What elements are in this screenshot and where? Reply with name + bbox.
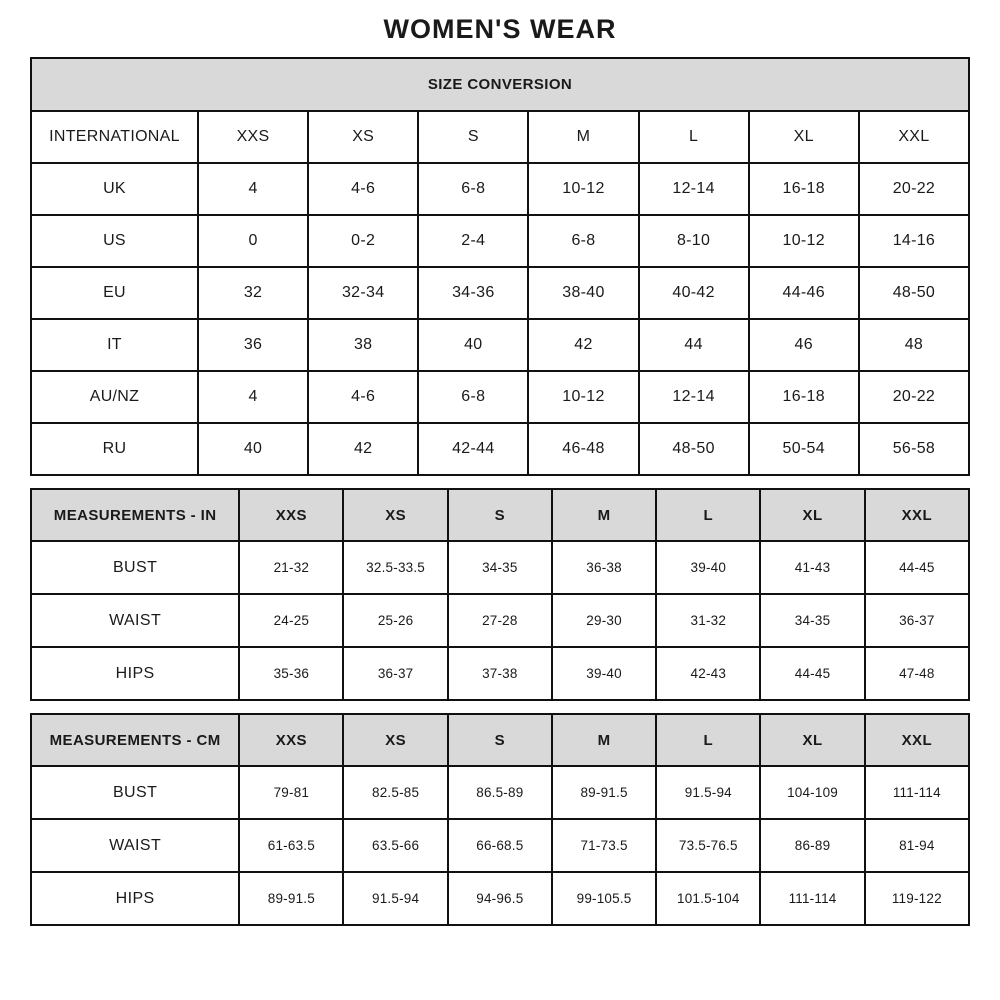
cell: 6-8 — [528, 215, 638, 267]
column-header-xxl: XXL — [865, 489, 969, 541]
cell: 39-40 — [552, 647, 656, 700]
column-header-row — [31, 489, 969, 541]
cell: 0-2 — [308, 215, 418, 267]
row-label: BUST — [31, 766, 239, 819]
cell: 44-45 — [760, 647, 864, 700]
row-label: BUST — [31, 541, 239, 594]
cell: 82.5-85 — [343, 766, 447, 819]
cell: 35-36 — [239, 647, 343, 700]
table-title-row — [31, 58, 969, 111]
column-header-xxl: XXL — [859, 111, 969, 163]
cell: 20-22 — [859, 371, 969, 423]
cell: 50-54 — [749, 423, 859, 475]
row-label: HIPS — [31, 647, 239, 700]
cell: 119-122 — [865, 872, 969, 925]
cell: 104-109 — [760, 766, 864, 819]
cell: 32-34 — [308, 267, 418, 319]
size-conversion-title: SIZE CONVERSION — [31, 58, 969, 111]
table-row-hips — [31, 647, 969, 700]
cell: 63.5-66 — [343, 819, 447, 872]
cell: 44 — [639, 319, 749, 371]
cell: 31-32 — [656, 594, 760, 647]
column-header-xl: XL — [749, 111, 859, 163]
cell: 71-73.5 — [552, 819, 656, 872]
table-row-aunz — [31, 371, 969, 423]
cell: 56-58 — [859, 423, 969, 475]
row-label: HIPS — [31, 872, 239, 925]
cell: 36-37 — [343, 647, 447, 700]
cell: 36 — [198, 319, 308, 371]
column-header-l: L — [656, 489, 760, 541]
row-label: US — [31, 215, 198, 267]
column-header-row — [31, 714, 969, 766]
cell: 61-63.5 — [239, 819, 343, 872]
cell: 38-40 — [528, 267, 638, 319]
cell: 14-16 — [859, 215, 969, 267]
row-label: AU/NZ — [31, 371, 198, 423]
measurements-in-table — [30, 488, 970, 701]
table-row-waist — [31, 594, 969, 647]
cell: 34-35 — [448, 541, 552, 594]
column-header-m: M — [552, 714, 656, 766]
cell: 91.5-94 — [656, 766, 760, 819]
cell: 86-89 — [760, 819, 864, 872]
cell: 0 — [198, 215, 308, 267]
cell: 16-18 — [749, 163, 859, 215]
cell: 66-68.5 — [448, 819, 552, 872]
cell: 89-91.5 — [239, 872, 343, 925]
table-row-bust — [31, 541, 969, 594]
cell: 24-25 — [239, 594, 343, 647]
table-row-waist — [31, 819, 969, 872]
table-row-uk — [31, 163, 969, 215]
cell: 34-36 — [418, 267, 528, 319]
column-header-xs: XS — [343, 714, 447, 766]
cell: 41-43 — [760, 541, 864, 594]
cell: 46 — [749, 319, 859, 371]
cell: 4-6 — [308, 371, 418, 423]
cell: 101.5-104 — [656, 872, 760, 925]
cell: 94-96.5 — [448, 872, 552, 925]
cell: 40-42 — [639, 267, 749, 319]
column-header-xl: XL — [760, 714, 864, 766]
cell: 111-114 — [760, 872, 864, 925]
cell: 44-45 — [865, 541, 969, 594]
cell: 21-32 — [239, 541, 343, 594]
table-row-it — [31, 319, 969, 371]
cell: 42 — [528, 319, 638, 371]
column-header-m: M — [552, 489, 656, 541]
column-header-xxs: XXS — [239, 489, 343, 541]
cell: 32 — [198, 267, 308, 319]
row-label: EU — [31, 267, 198, 319]
column-header-l: L — [639, 111, 749, 163]
column-header-xs: XS — [308, 111, 418, 163]
cell: 81-94 — [865, 819, 969, 872]
cell: 40 — [198, 423, 308, 475]
cell: 37-38 — [448, 647, 552, 700]
cell: 38 — [308, 319, 418, 371]
cell: 10-12 — [749, 215, 859, 267]
row-label: RU — [31, 423, 198, 475]
column-header-s: S — [448, 714, 552, 766]
row-label: WAIST — [31, 819, 239, 872]
cell: 12-14 — [639, 371, 749, 423]
cell: 46-48 — [528, 423, 638, 475]
cell: 4 — [198, 163, 308, 215]
table-row-bust — [31, 766, 969, 819]
cell: 48-50 — [859, 267, 969, 319]
cell: 6-8 — [418, 371, 528, 423]
column-header-xxl: XXL — [865, 714, 969, 766]
cell: 99-105.5 — [552, 872, 656, 925]
cell: 73.5-76.5 — [656, 819, 760, 872]
column-header-m: M — [528, 111, 638, 163]
cell: 91.5-94 — [343, 872, 447, 925]
measurements-cm-table — [30, 713, 970, 926]
cell: 10-12 — [528, 371, 638, 423]
page-title: WOMEN'S WEAR — [383, 14, 617, 44]
measurements-in-title: MEASUREMENTS - IN — [31, 489, 239, 541]
cell: 6-8 — [418, 163, 528, 215]
column-header-xxs: XXS — [198, 111, 308, 163]
measurements-cm-title: MEASUREMENTS - CM — [31, 714, 239, 766]
cell: 40 — [418, 319, 528, 371]
table-row-ru — [31, 423, 969, 475]
cell: 10-12 — [528, 163, 638, 215]
cell: 4-6 — [308, 163, 418, 215]
cell: 4 — [198, 371, 308, 423]
cell: 111-114 — [865, 766, 969, 819]
column-header-international: INTERNATIONAL — [31, 111, 198, 163]
table-row-hips — [31, 872, 969, 925]
cell: 48-50 — [639, 423, 749, 475]
cell: 34-35 — [760, 594, 864, 647]
column-header-l: L — [656, 714, 760, 766]
cell: 47-48 — [865, 647, 969, 700]
cell: 89-91.5 — [552, 766, 656, 819]
cell: 12-14 — [639, 163, 749, 215]
row-label: IT — [31, 319, 198, 371]
column-header-s: S — [418, 111, 528, 163]
cell: 48 — [859, 319, 969, 371]
size-conversion-table — [30, 57, 970, 476]
cell: 8-10 — [639, 215, 749, 267]
cell: 42-44 — [418, 423, 528, 475]
table-row-us — [31, 215, 969, 267]
row-label: WAIST — [31, 594, 239, 647]
column-header-xl: XL — [760, 489, 864, 541]
cell: 2-4 — [418, 215, 528, 267]
cell: 25-26 — [343, 594, 447, 647]
column-header-s: S — [448, 489, 552, 541]
cell: 39-40 — [656, 541, 760, 594]
cell: 36-37 — [865, 594, 969, 647]
cell: 44-46 — [749, 267, 859, 319]
cell: 29-30 — [552, 594, 656, 647]
cell: 27-28 — [448, 594, 552, 647]
column-header-xxs: XXS — [239, 714, 343, 766]
table-row-eu — [31, 267, 969, 319]
cell: 32.5-33.5 — [343, 541, 447, 594]
cell: 86.5-89 — [448, 766, 552, 819]
column-header-row — [31, 111, 969, 163]
cell: 79-81 — [239, 766, 343, 819]
cell: 36-38 — [552, 541, 656, 594]
row-label: UK — [31, 163, 198, 215]
cell: 42-43 — [656, 647, 760, 700]
column-header-xs: XS — [343, 489, 447, 541]
cell: 16-18 — [749, 371, 859, 423]
cell: 42 — [308, 423, 418, 475]
cell: 20-22 — [859, 163, 969, 215]
